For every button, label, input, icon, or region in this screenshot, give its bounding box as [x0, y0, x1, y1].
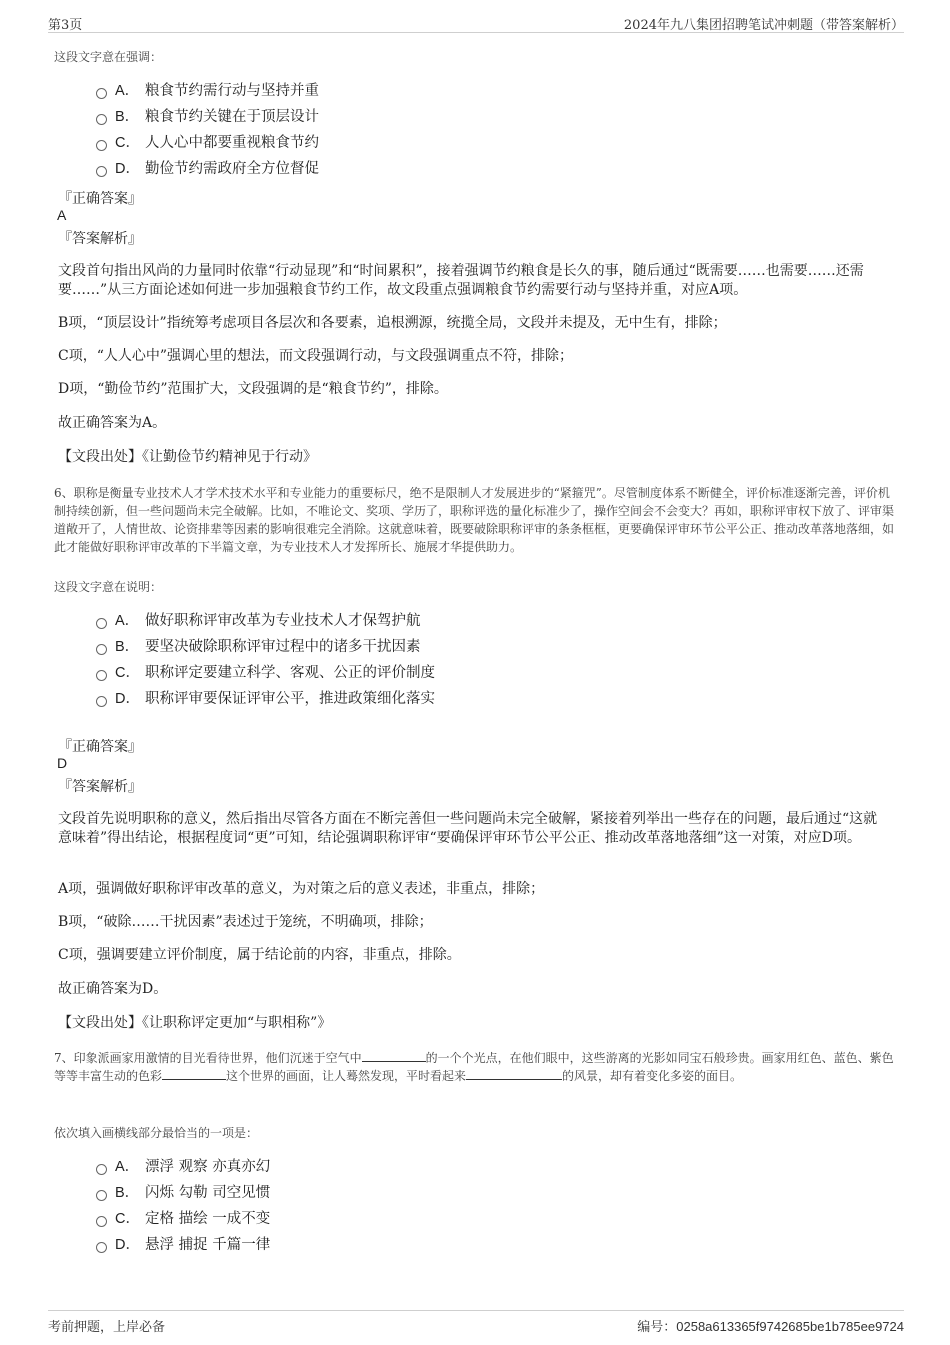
radio-icon[interactable]	[96, 1190, 107, 1201]
q5-conclusion: 故正确答案为A。	[58, 415, 167, 431]
q5-option-c[interactable]: C． 人人心中都要重视粮食节约	[96, 132, 319, 154]
q6-option-b[interactable]: B． 要坚决破除职称评审过程中的诸多干扰因素	[96, 636, 421, 658]
radio-icon[interactable]	[96, 88, 107, 99]
page-number: 第3页	[48, 18, 83, 33]
blank-3[interactable]	[466, 1067, 562, 1080]
q7-prompt: 依次填入画横线部分最恰当的一项是：	[54, 1126, 259, 1140]
document-title: 2024年九八集团招聘笔试冲刺题（带答案解析）	[623, 18, 904, 33]
radio-icon[interactable]	[96, 140, 107, 151]
radio-icon[interactable]	[96, 166, 107, 177]
page-header	[48, 12, 904, 33]
q6-prompt: 这段文字意在说明：	[54, 580, 163, 594]
q6-option-c[interactable]: C． 职称评定要建立科学、客观、公正的评价制度	[96, 662, 435, 684]
q5-analysis-label: 『答案解析』	[58, 231, 142, 247]
radio-icon[interactable]	[96, 670, 107, 681]
q6-option-a[interactable]: A． 做好职称评审改革为专业技术人才保驾护航	[96, 610, 421, 632]
q6-answer-label: 『正确答案』	[58, 739, 142, 755]
radio-icon[interactable]	[96, 114, 107, 125]
q6-analysis-c: C项，强调要建立评价制度，属于结论前的内容，非重点，排除。	[58, 947, 461, 963]
q6-source: 【文段出处】《让职称评定更加“与职相称”》	[58, 1015, 332, 1031]
q7-stem: 7、印象派画家用激情的目光看待世界，他们沉迷于空气中 的一个个光点，在他们眼中，这些游离的光影如同宝石般珍贵。画家用红色、蓝色、紫色等等丰富生动的色彩 这个世界的画面，让人蓦然发现，平时看起来 的风景，却有着变化多姿的面目。	[54, 1051, 894, 1083]
radio-icon[interactable]	[96, 1242, 107, 1253]
q6-conclusion: 故正确答案为D。	[58, 981, 168, 997]
radio-icon[interactable]	[96, 618, 107, 629]
q5-option-b[interactable]: B． 粮食节约关键在于顶层设计	[96, 106, 319, 128]
q5-answer: A	[57, 207, 67, 223]
q6-option-d[interactable]: D． 职称评审要保证评审公平，推进政策细化落实	[96, 688, 435, 710]
footer-slogan: 考前押题，上岸必备	[48, 1320, 166, 1335]
q7-option-d[interactable]: D． 悬浮 捕捉 千篇一律	[96, 1234, 270, 1256]
page-footer	[48, 1310, 904, 1333]
q5-analysis-main: 文段首句指出风尚的力量同时依靠“行动显现”和“时间累积”，接着强调节约粮食是长久的事，随后通过“既需要……也需要……还需要……”从三方面论述如何进一步加强粮食节约工作，故文段重点强调粮食节约需要行动与坚持并重，对应A项。	[58, 263, 864, 298]
q6-stem: 6、职称是衡量专业技术人才学术技术水平和专业能力的重要标尺，绝不是限制人才发展进步的“紧箍咒”。尽管制度体系不断健全，评价标准逐渐完善，评价机制持续创新，但一些问题尚未完全破解。比如，不唯论文、奖项、学历了，职称评选的量化标准少了，操作空间会不会变大？再如，职称评审权下放了、评审渠道敞开了，人情世故、论资排辈等因素的影响很难完全消除。这就意味着，既要破除职称评审的条条框框，更要确保评审环节公平公正、推动改革落地落细，如此才能做好职称评审改革的下半篇文章，为专业技术人才发挥所长、施展才华提供助力。	[54, 486, 895, 554]
radio-icon[interactable]	[96, 644, 107, 655]
blank-1[interactable]	[362, 1049, 426, 1062]
q6-analysis-label: 『答案解析』	[58, 779, 142, 795]
q5-option-d[interactable]: D． 勤俭节约需政府全方位督促	[96, 158, 319, 180]
q7-option-b[interactable]: B． 闪烁 勾勒 司空见惯	[96, 1182, 270, 1204]
q6-analysis-main: 文段首先说明职称的意义，然后指出尽管各方面在不断完善但一些问题尚未完全破解，紧接着列举出一些存在的问题，最后通过“这就意味着”得出结论，根据程度词“更”可知，结论强调职称评审“要确保评审环节公平公正、推动改革落地落细”这一对策，对应D项。	[58, 811, 878, 846]
radio-icon[interactable]	[96, 696, 107, 707]
q5-prompt: 这段文字意在强调：	[54, 50, 163, 64]
radio-icon[interactable]	[96, 1216, 107, 1227]
q6-answer: D	[57, 755, 68, 771]
radio-icon[interactable]	[96, 1164, 107, 1175]
q7-option-c[interactable]: C． 定格 描绘 一成不变	[96, 1208, 270, 1230]
document-code: 编号：0258a613365f9742685be1b785ee9724	[637, 1319, 904, 1334]
q5-answer-label: 『正确答案』	[58, 191, 142, 207]
q5-analysis-c: C项，“人人心中”强调心里的想法，而文段强调行动，与文段强调重点不符，排除；	[58, 348, 574, 364]
q5-analysis-d: D项，“勤俭节约”范围扩大，文段强调的是“粮食节约”，排除。	[58, 381, 448, 397]
q7-option-a[interactable]: A． 漂浮 观察 亦真亦幻	[96, 1156, 270, 1178]
q6-analysis-a: A项，强调做好职称评审改革的意义，为对策之后的意义表述，非重点，排除；	[58, 881, 545, 897]
blank-2[interactable]	[162, 1067, 226, 1080]
q5-analysis-b: B项，“顶层设计”指统筹考虑项目各层次和各要素，追根溯源，统揽全局，文段并未提及，无中生有，排除；	[58, 315, 727, 331]
q5-option-a[interactable]: A． 粮食节约需行动与坚持并重	[96, 80, 319, 102]
q6-analysis-b: B项，“破除……干扰因素”表述过于笼统，不明确项，排除；	[58, 914, 433, 930]
q5-source: 【文段出处】《让勤俭节约精神见于行动》	[58, 449, 317, 465]
